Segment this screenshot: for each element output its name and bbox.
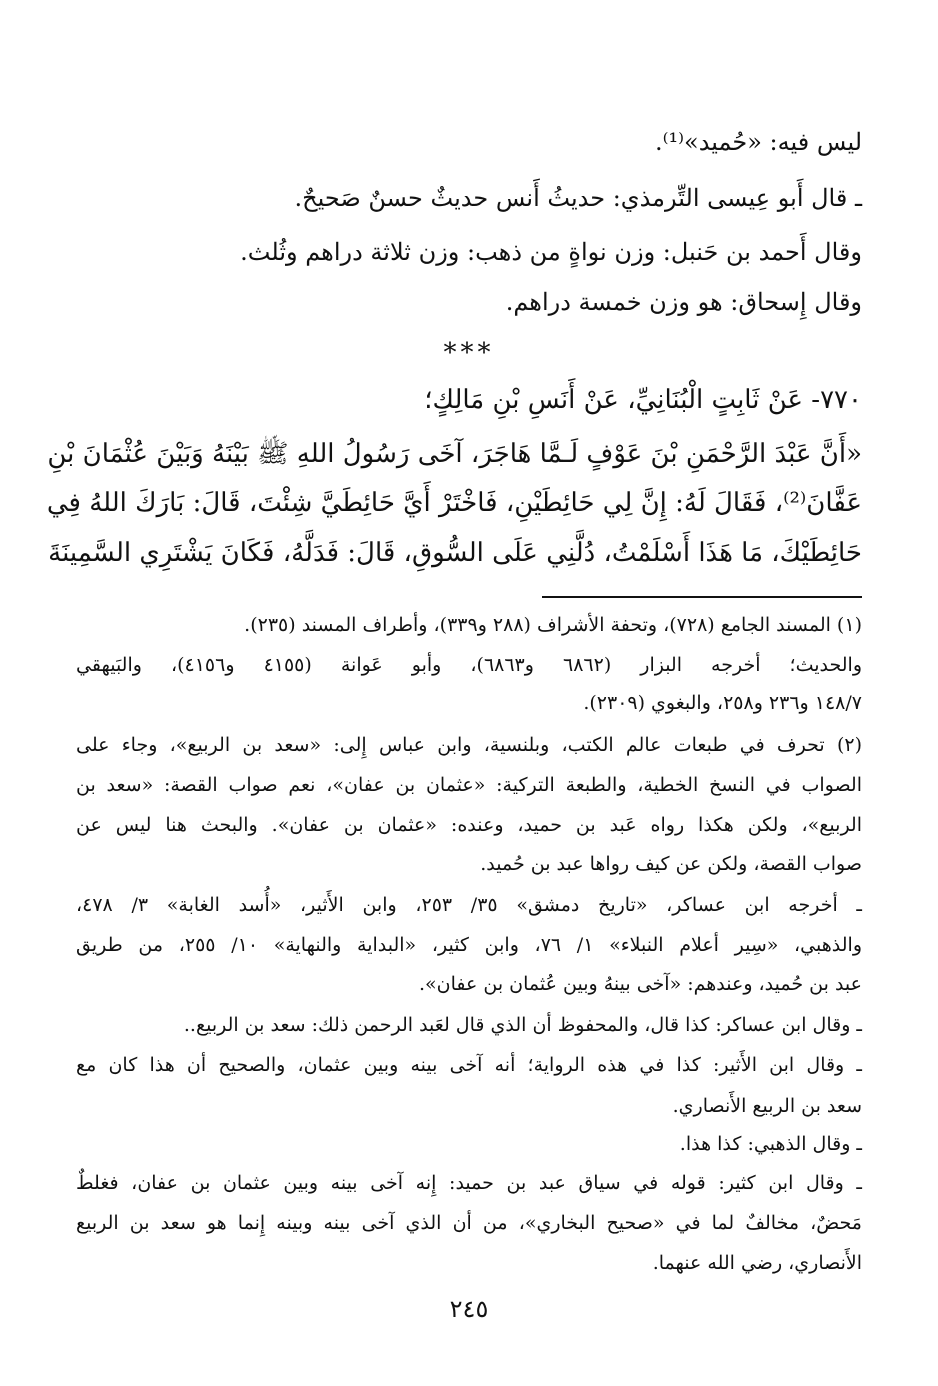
footnote-line-14: ـ وقال الذهبي: كذا هذا. <box>679 1133 862 1155</box>
main-text-line-4: وقال إِسحاق: هو وزن خمسة دراهم. <box>505 288 862 316</box>
footnote-line-9: والذهبي، «سِير أعلام النبلاء» ١/ ٧٦، وابن كثير، «البداية والنهاية» ١٠/ ٢٥٥، من طريق <box>76 934 862 956</box>
footnote-line-5: الصواب في النسخ الخطية، والطبعة التركية: «عثمان بن عفان»، نعم صواب القصة: «سعد بن <box>76 774 862 796</box>
footnote-line-3: ١٤٨/٧ و٢٣٦ و٢٥٨، والبغوي (٢٣٠٩). <box>583 692 862 714</box>
hadith-line-3: حَائِطَيْكَ، مَا هَذَا أَسْلَمْتُ، دُلَّنِي عَلَى السُّوقِ، قَالَ: فَدَلَّهُ، فَكَانَ يَشْتَرِي السَّمِينَةَ <box>48 538 862 568</box>
main-text-line-2: ـ قال أَبو عِيسى التِّرمذي: حديثُ أَنس حديثٌ حسنٌ صَحيحٌ. <box>294 184 862 212</box>
footnote-divider <box>542 596 862 598</box>
footnote-line-17: الأَنصاري، رضي الله عنهما. <box>652 1252 862 1274</box>
main-text-line-3: وقال أَحمد بن حَنبل: وزن نواةٍ من ذهب: وزن ثلاثة دراهم وثُلث. <box>240 238 862 266</box>
page-number: ٢٤٥ <box>449 1295 489 1323</box>
section-separator: *** <box>443 338 495 368</box>
footnote-line-6: الربيع»، ولكن هكذا رواه عَبد بن حميد، وعنده: «عثمان بن عفان». والبحث هنا ليس عن <box>76 814 862 836</box>
footnote-line-2: والحديث؛ أخرجه البزار (٦٨٦٢ و٦٨٦٣)، وأبو عَوانة (٤١٥٥ و٤١٥٦)، والبَيهقي <box>76 654 862 676</box>
hadith-header: ٧٧٠- عَنْ ثَابِتٍ الْبُنَانِيِّ، عَنْ أَنَسِ بْنِ مَالِكٍ؛ <box>424 385 862 415</box>
footnote-line-12: ـ وقال ابن الأَثير: كذا في هذه الرواية؛ أنه آخى بينه وبين عثمان، والصحيح أن هذا كان مع <box>76 1054 862 1076</box>
footnote-line-10: عبد بن حُميد، وعندهم: «آخى بينهُ وبين عُثمان بن عفان». <box>419 973 862 995</box>
footnote-line-11: ـ وقال ابن عساكر: كذا قال، والمحفوظ أن الذي قال لعَبد الرحمن ذلك: سعد بن الربيع.. <box>183 1014 862 1036</box>
footnote-line-13: سعد بن الربيع الأَنصاري. <box>672 1095 862 1117</box>
hadith-line-2: عَفَّانَ⁽²⁾، فَقَالَ لَهُ: إِنَّ لِي حَائِطَيْنِ، فَاخْتَرْ أَيَّ حَائِطَيَّ شِئْتَ، قَالَ: بَارَكَ اللهُ فِي <box>46 488 862 518</box>
footnote-line-1: (١) المسند الجامع (٧٢٨)، وتحفة الأشراف (٢٨٨ و٣٣٩)، وأطراف المسند (٢٣٥). <box>244 614 862 636</box>
footnote-line-4: (٢) تحرف في طبعات عالم الكتب، وبلنسية، وابن عباس إِلى: «سعد بن الربيع»، وجاء على <box>76 734 862 756</box>
footnote-line-8: ـ أخرجه ابن عساكر، «تاريخ دمشق» ٣٥/ ٢٥٣، وابن الأَثير، «أُسد الغابة» ٣/ ٤٧٨، <box>76 894 862 916</box>
footnote-line-7: صواب القصة، ولكن عن كيف رواها عبد بن حُميد. <box>480 853 862 875</box>
main-text-line-1: ليس فيه: «حُميد»⁽¹⁾. <box>654 128 862 156</box>
footnote-line-15: ـ وقال ابن كثير: قوله في سياق عبد بن حميد: إِنه آخى بينه وبين عثمان بن عفان، فغلطٌ <box>76 1172 862 1194</box>
footnote-line-16: مَحضٌ، مخالفٌ لما في «صحيح البخاري»، من أن الذي آخى بينه وبينه إِنما هو سعد بن الربيع <box>76 1212 862 1234</box>
hadith-line-1: «أَنَّ عَبْدَ الرَّحْمَنِ بْنَ عَوْفٍ لَـمَّا هَاجَرَ، آخَى رَسُولُ اللهِ ﷺ بَيْنَهُ وَبَيْنَ عُثْمَانَ بْنِ <box>47 439 862 469</box>
